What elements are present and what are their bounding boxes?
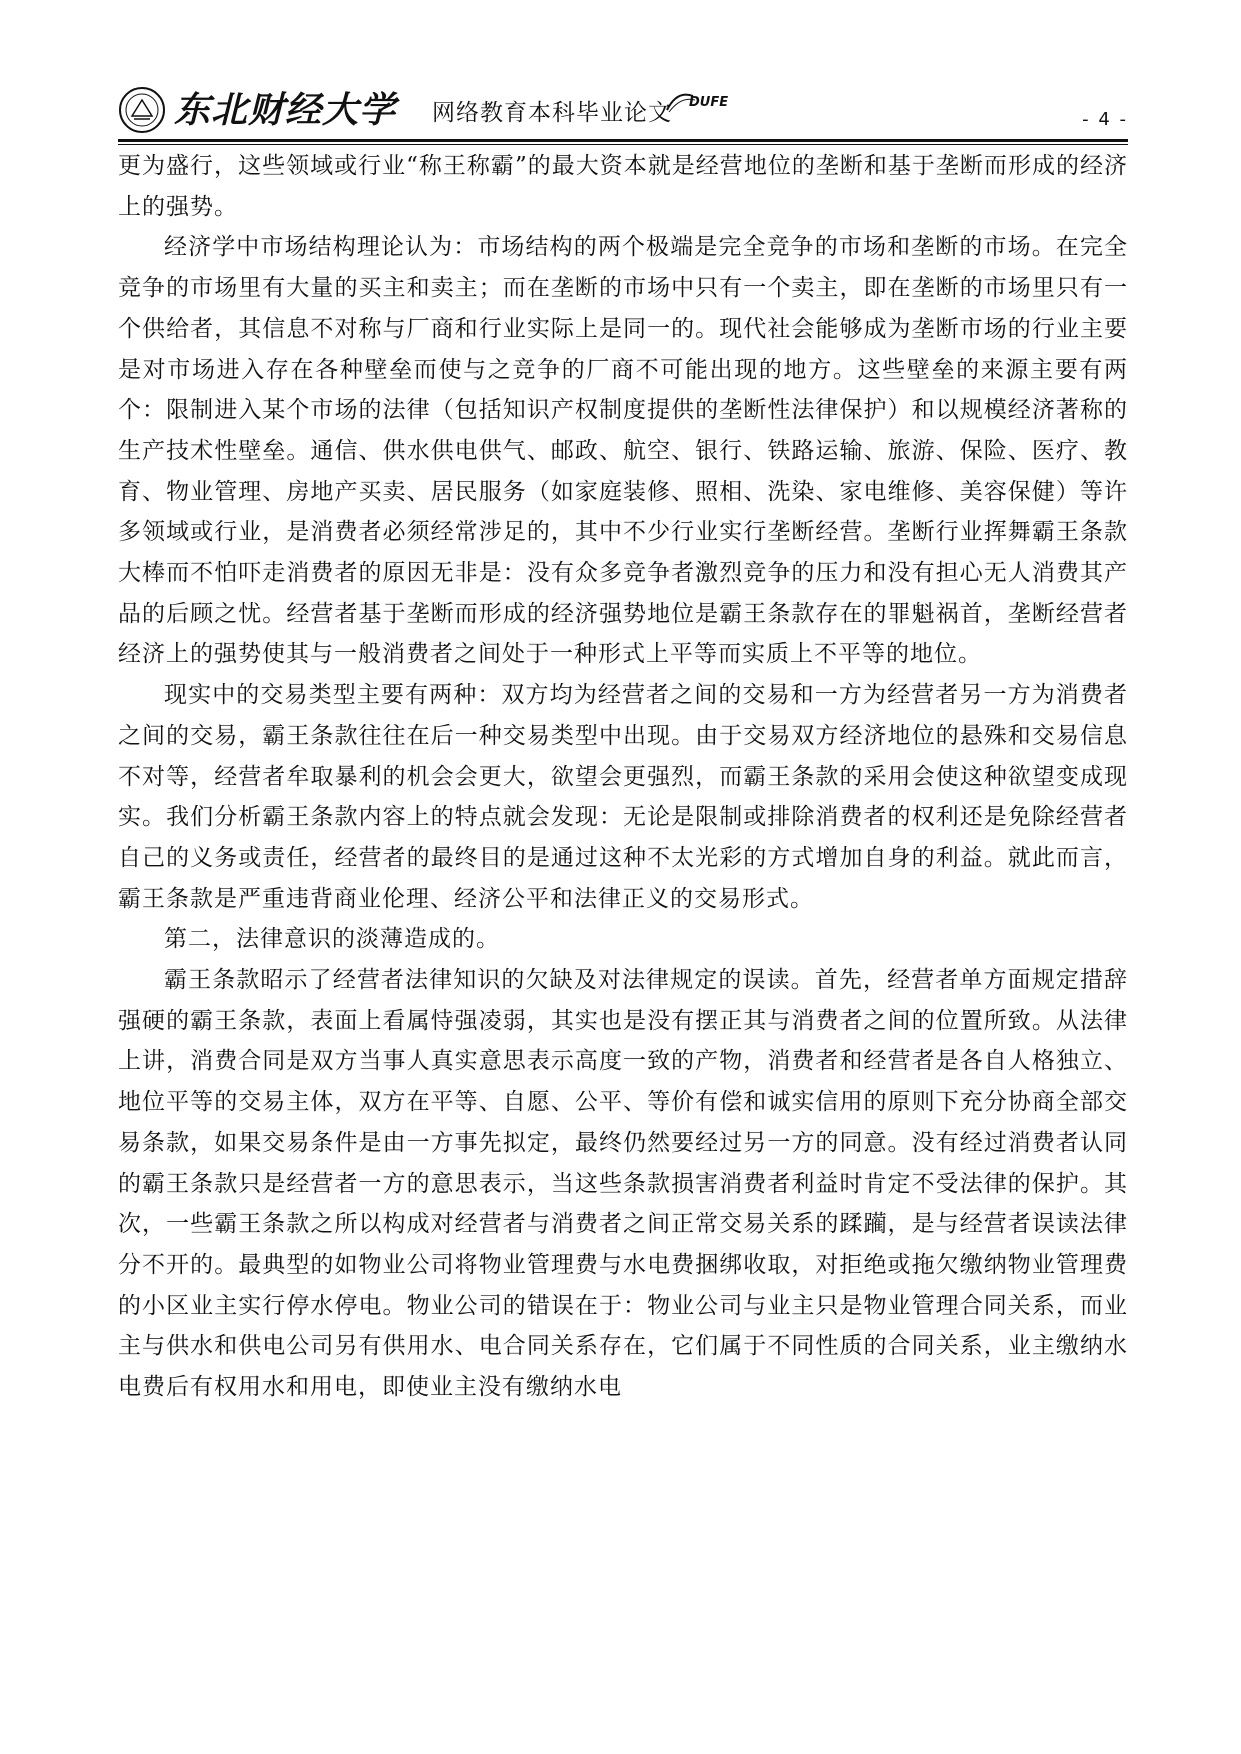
page-number: - 4 - [1082, 109, 1128, 130]
emblem-text: DUFE [689, 95, 729, 110]
paragraph-continuation: 更为盛行，这些领域或行业“称王称霸”的最大资本就是经营地位的垄断和基于垄断而形成的经济上的强势。 [118, 153, 1128, 220]
header-rule-thick [118, 139, 1128, 142]
header-rule-thin [118, 144, 1128, 145]
paragraph: 现实中的交易类型主要有两种：双方均为经营者之间的交易和一方为经营者另一方为消费者之间的交易，霸王条款往往在后一种交易类型中出现。由于交易双方经济地位的悬殊和交易信息不对等，经营者牟取暴利的机会会更大，欲望会更强烈，而霸王条款的采用会使这种欲望变成现实。我们分析霸王条款内容上的特点就会发现：无论是限制或排除消费者的权利还是免除经营者自己的义务或责任，经营者的最终目的是通过这种不太光彩的方式增加自身的利益。就此而言，霸王条款是严重违背商业伦理、经济公平和法律正义的交易形式。 [118, 682, 1128, 912]
university-seal-icon [118, 86, 166, 134]
body-text [118, 146, 1128, 1408]
thesis-type-label: 网络教育本科毕业论文 [432, 100, 672, 126]
paragraph: 经济学中市场结构理论认为：市场结构的两个极端是完全竞争的市场和垄断的市场。在完全竞争的市场里有大量的买主和卖主；而在垄断的市场中只有一个卖主，即在垄断的市场里只有一个供给者，其信息不对称与厂商和行业实际上是同一的。现代社会能够成为垄断市场的行业主要是对市场进入存在各种壁垒而使与之竞争的厂商不可能出现的地方。这些壁垒的来源主要有两个：限制进入某个市场的法律（包括知识产权制度提供的垄断性法律保护）和以规模经济著称的生产技术性壁垒。通信、供水供电供气、邮政、航空、银行、铁路运输、旅游、保险、医疗、教育、物业管理、房地产买卖、居民服务（如家庭装修、照相、洗染、家电维修、美容保健）等许多领域或行业，是消费者必须经常涉足的，其中不少行业实行垄断经营。垄断行业挥舞霸王条款大棒而不怕吓走消费者的原因无非是：没有众多竞争者激烈竞争的压力和没有担心无人消费其产品的后顾之忧。经营者基于垄断而形成的经济强势地位是霸王条款存在的罪魁祸首，垄断经营者经济上的强势使其与一般消费者之间处于一种形式上平等而实质上不平等的地位。 [118, 234, 1128, 668]
university-name: 东北财经大学 [174, 89, 397, 131]
paragraph: 霸王条款昭示了经营者法律知识的欠缺及对法律规定的误读。首先，经营者单方面规定措辞强硬的霸王条款，表面上看属恃强凌弱，其实也是没有摆正其与消费者之间的位置所致。从法律上讲，消费合同是双方当事人真实意思表示高度一致的产物，消费者和经营者是各自人格独立、地位平等的交易主体，双方在平等、自愿、公平、等价有偿和诚实信用的原则下充分协商全部交易条款，如果交易条件是由一方事先拟定，最终仍然要经过另一方的同意。没有经过消费者认同的霸王条款只是经营者一方的意思表示，当这些条款损害消费者利益时肯定不受法律的保护。其次，一些霸王条款之所以构成对经营者与消费者之间正常交易关系的蹂躏，是与经营者误读法律分不开的。最典型的如物业公司将物业管理费与水电费捆绑收取，对拒绝或拖欠缴纳物业管理费的小区业主实行停水停电。物业公司的错误在于：物业公司与业主只是物业管理合同关系，而业主与供水和供电公司另有供用水、电合同关系存在，它们属于不同性质的合同关系，业主缴纳水电费后有权用水和用电，即使业主没有缴纳水电 [118, 967, 1128, 1401]
section-heading: 第二，法律意识的淡薄造成的。 [164, 926, 500, 953]
page-header [118, 86, 1128, 138]
dufe-emblem-icon [663, 86, 743, 116]
